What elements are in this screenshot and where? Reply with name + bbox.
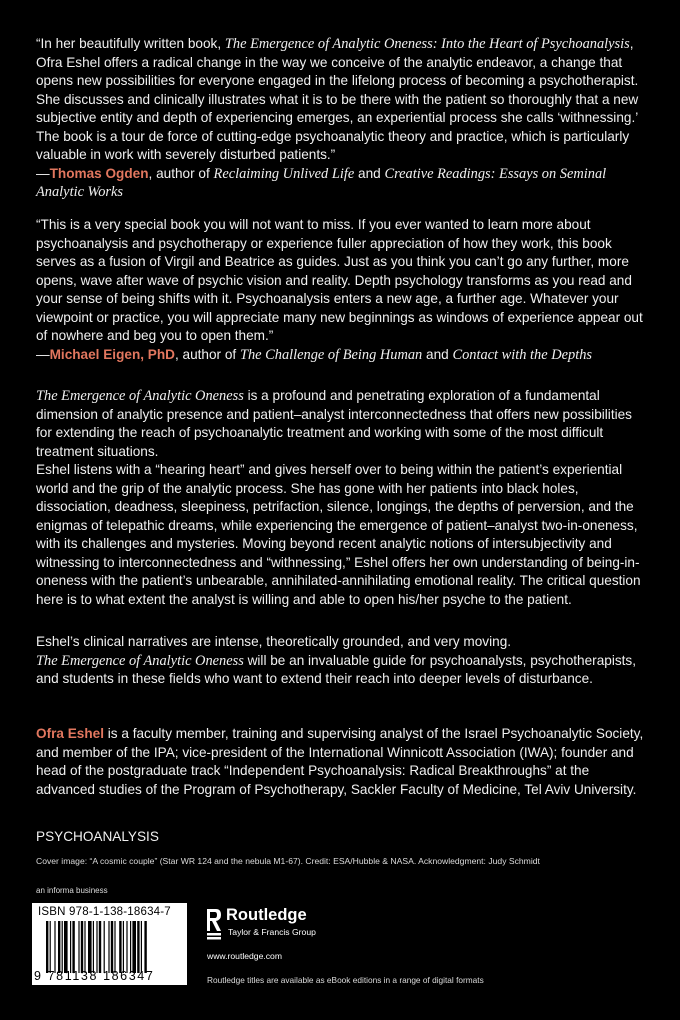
barcode-bar [108,921,109,973]
description-paragraph-2 [36,461,648,609]
author-of-text: , author of [174,346,240,362]
and-text: and [354,165,385,181]
barcode-bar [70,921,71,973]
cover-credit: Cover image: “A cosmic couple” (Star WR 124 and the nebula M1-67). Credit: ESA/Hubble & NASA. Acknowledgment: Judy Schmidt [36,856,540,866]
and-text: and [422,346,453,362]
quote-eigen [36,216,648,364]
description-paragraph-3 [36,633,648,689]
barcode-bar [81,921,83,973]
ogden-work-1: Reclaiming Unlived Life [213,165,355,182]
barcode-bar [62,921,63,973]
barcode-bar [54,921,55,973]
ebook-note: Routledge titles are available as eBook editions in a range of digital formats [207,975,484,985]
quote-eigen-author: Michael Eigen, PhD [49,346,175,362]
desc1-body: is a profound and penetrating exploration of a fundamental dimension of analytic presence and patient–analyst interconnectedness that offers new possibilities for extending the reach of psychoanalytic treatment and working with some of the most difficult treatment situations. [36,388,632,459]
isbn-label: ISBN 978-1-138-18634-7 [38,906,171,918]
barcode-bar [46,921,48,973]
desc2-body: Eshel listens with a “hearing heart” and gives herself over to being within the patient’s experiential world and the grip of the analytic process. She has gone with her patients into black holes, dissociation, deadness, sleepiness, petrifaction, silence, longings, the depths of perversion, and the enigmas of telepathic dreams, while experiencing the emergence of patient–analyst two-in-oneness, with its challenges and mysteries. Moving beyond recent analytic notions of intersubjectivity and witnessing to interconnectedness and “withnessing,” Eshel offers her own understanding of being-in-oneness with the patient’s unbearable, annihilated-annihilating emotional reality. The critical question here is to what extent the analyst is willing and able to open his/her psyche to the patient. [36,462,641,607]
barcode-bar [104,921,105,973]
barcode-bar [50,921,51,973]
eigen-work-1: The Challenge of Being Human [239,346,423,363]
ogden-work-2: Creative Readings: Essays on Seminal Analytic Works [36,165,607,200]
description-paragraph-1 [36,387,648,461]
publisher-name: Routledge [226,906,307,924]
quote-ogden-body: , Ofra Eshel offers a radical change in the way we conceive of the analytic endeavor, a change that opens new possibilities for everyone engaged in the lifelong process of becoming a psychotherapist. She discusses and clinically illustrates what it is to be there with the patient so thoroughly that a new subjective entity and depth of experiencing emerges, an experiential process she calls ‘withnessing.’ The book is a tour de force of cutting-edge psychoanalytic theory and practice, which is particularly valuable in work with severely disturbed patients.” [36,36,639,162]
eigen-work-2: Contact with the Depths [452,346,592,363]
category-label: PSYCHOANALYSIS [36,829,159,844]
barcode-bar [58,921,60,973]
quote-eigen-body: “This is a very special book you will not want to miss. If you ever wanted to learn more about psychoanalysis and psychotherapy or experience fuller appreciation of how they work, this book serves as a fusion of Virgil and Beatrice as guides. Just as you think you can’t go any further, more opens, wave after wave of psychic vision and reality. Depth psychology transforms as you read and your sense of being shifts with it. Psychoanalysis enters a new age, a further age. Whatever your viewpoint or practice, you will appreciate many new beginnings as windows of experience appear out of nowhere and beg you to open them.” [36,217,643,343]
quote-ogden-open: “In her beautifully written book, [36,36,225,51]
barcode-bar [132,921,136,973]
barcode-bar [111,921,113,973]
isbn-barcode-box [32,903,187,985]
barcode-bar [72,921,74,973]
barcode-bar [144,921,146,973]
desc3-book-title: The Emergence of Analytic Oneness [36,652,244,669]
barcode-bar [84,921,85,973]
publisher-url[interactable]: www.routledge.com [207,951,282,961]
routledge-logo-icon [206,908,222,940]
barcode-bar [126,921,127,973]
barcode-bar [123,921,124,973]
barcode-bar [130,921,131,973]
desc3-line1: Eshel’s clinical narratives are intense, theoretically grounded, and very moving. [36,634,512,649]
author-of-text: , author of [148,165,214,181]
barcode-bar [114,921,115,973]
author-bio [36,725,648,799]
bio-body: is a faculty member, training and supervising analyst of the Israel Psychoanalytic Society, and member of the IPA; vice-president of the International Winnicott Association (IWA); founder and head of the postgraduate track “Independent Psychoanalysis: Radical Breakthroughs” at the advanced studies of the Program of Psychotherapy, Sackler Faculty of Medicine, Tel Aviv University. [36,726,644,797]
barcode-bar [141,921,142,973]
publisher-group: Taylor & Francis Group [228,927,316,937]
quote-ogden [36,35,648,202]
barcode-bar [96,921,97,973]
barcode-bar [64,921,68,973]
quote-ogden-book-title: The Emergence of Analytic Oneness: Into the Heart of Psychoanalysis [224,36,630,52]
barcode-bar [93,921,94,973]
barcode-graphic [46,921,181,973]
dash: — [36,346,50,362]
bio-author-name: Ofra Eshel [36,726,104,741]
barcode-bar [78,921,79,973]
informa-tagline: an informa business [36,886,108,895]
desc3-body: will be an invaluable guide for psychoanalysts, psychotherapists, and students in these fields who want to extend their reach into deeper levels of disturbance. [36,652,636,686]
dash: — [36,165,50,181]
desc1-book-title: The Emergence of Analytic Oneness [36,388,244,404]
barcode-bar [137,921,139,973]
barcode-bar [88,921,92,973]
quote-ogden-author: Thomas Ogden [49,165,149,181]
barcode-digits: 9 781138 186347 [34,969,155,983]
barcode-bar [99,921,101,973]
barcode-bar [119,921,121,973]
